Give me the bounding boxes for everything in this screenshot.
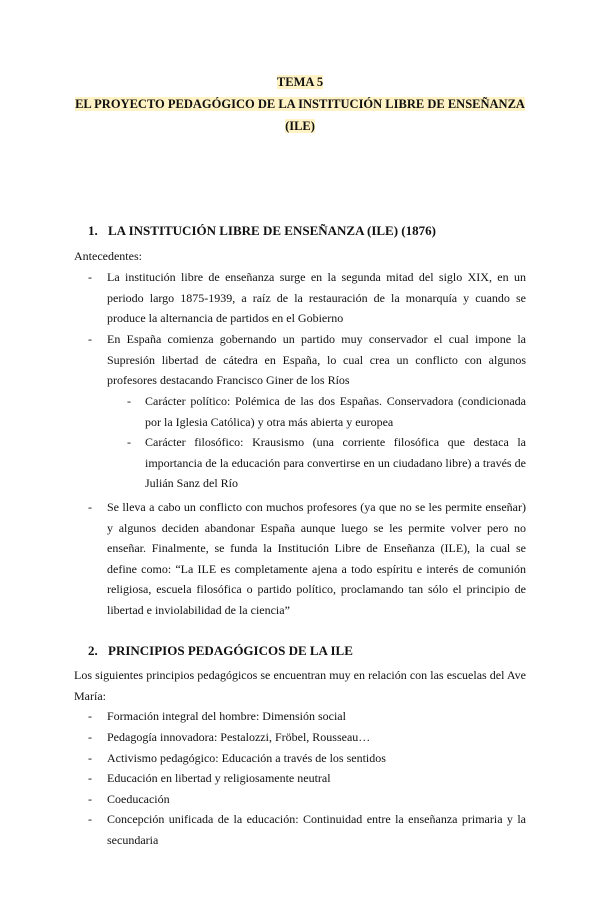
document-title-text: EL PROYECTO PEDAGÓGICO DE LA INSTITUCIÓN LIBRE DE ENSEÑANZA [75,97,525,111]
list-item-text: La institución libre de enseñanza surge en la segunda mitad del siglo XIX, en un periodo largo 1875-1939, a raíz de la restauración de la monarquía y cuando se produce la alternancia de partidos en el Gobierno [107,270,526,325]
section-1-heading [88,223,436,239]
list-item-text: Coeducación [107,792,170,806]
sub-list-item-text: Carácter filosófico: Krausismo (una corriente filosófica que destaca la importancia de la educación para convertirse en un ciudadano libre) a través de Julián Sanz del Río [145,435,526,490]
document-title [0,93,600,115]
section-1-intro: Antecedentes: [74,249,142,263]
list-item [88,706,526,727]
bullet-dash: - [127,394,131,408]
bullet-dash: - [88,792,92,806]
section-2-number: 2. [88,643,98,658]
bullet-dash: - [88,771,92,785]
topic-number [0,71,600,93]
bullet-dash: - [88,332,92,346]
section-1-number: 1. [88,223,98,238]
list-item [88,497,526,620]
list-item [88,329,526,391]
bullet-dash: - [88,709,92,723]
list-item-text: Concepción unificada de la educación: Continuidad entre la enseñanza primaria y la secundaria [107,812,526,847]
section-2-heading [88,643,353,659]
bullet-dash: - [88,270,92,284]
list-item-text: Se lleva a cabo un conflicto con muchos profesores (ya que no se les permite enseñar) y algunos deciden abandonar España aunque luego se les permite volver pero no enseñar. Finalmente, se funda la Institución Libre de Enseñanza (ILE), la cual se define como: “La ILE es completamente ajena a todo espíritu e interés de comunión religiosa, escuela filosófica o partido político, proclamando tan sólo el principio de libertad e inviolabilidad de la ciencia” [107,500,526,617]
list-item [88,267,526,329]
list-item [88,768,526,789]
section-1-title: LA INSTITUCIÓN LIBRE DE ENSEÑANZA (ILE) (1876) [108,223,436,238]
bullet-dash: - [127,435,131,449]
list-item-text: En España comienza gobernando un partido muy conservador el cual impone la Supresión libertad de cátedra en España, lo cual crea un conflicto con algunos profesores destacando Francisco Giner de los Ríos [107,332,526,387]
list-item-text: Formación integral del hombre: Dimensión social [107,709,346,723]
list-item-text: Educación en libertad y religiosamente neutral [107,771,331,785]
bullet-dash: - [88,500,92,514]
document-title-abbrev-text: (ILE) [285,119,315,133]
sub-list-item [127,391,526,432]
list-item [88,809,526,850]
sub-list-item [127,432,526,494]
section-2-intro: Los siguientes principios pedagógicos se encuentran muy en relación con las escuelas del Ave María: [74,668,526,703]
topic-number-text: TEMA 5 [276,75,324,89]
list-item [88,748,526,769]
bullet-dash: - [88,751,92,765]
bullet-dash: - [88,812,92,826]
document-page [0,71,600,919]
bullet-dash: - [88,730,92,744]
document-title-abbrev [0,115,600,137]
sub-list-item-text: Carácter político: Polémica de las dos Españas. Conservadora (condicionada por la Iglesia Católica) y otra más abierta y europea [145,394,526,429]
list-item-text: Pedagogía innovadora: Pestalozzi, Fröbel, Rousseau… [107,730,371,744]
list-item [88,727,526,748]
list-item [88,789,526,810]
list-item-text: Activismo pedagógico: Educación a través de los sentidos [107,751,386,765]
section-2-title: PRINCIPIOS PEDAGÓGICOS DE LA ILE [108,643,353,658]
